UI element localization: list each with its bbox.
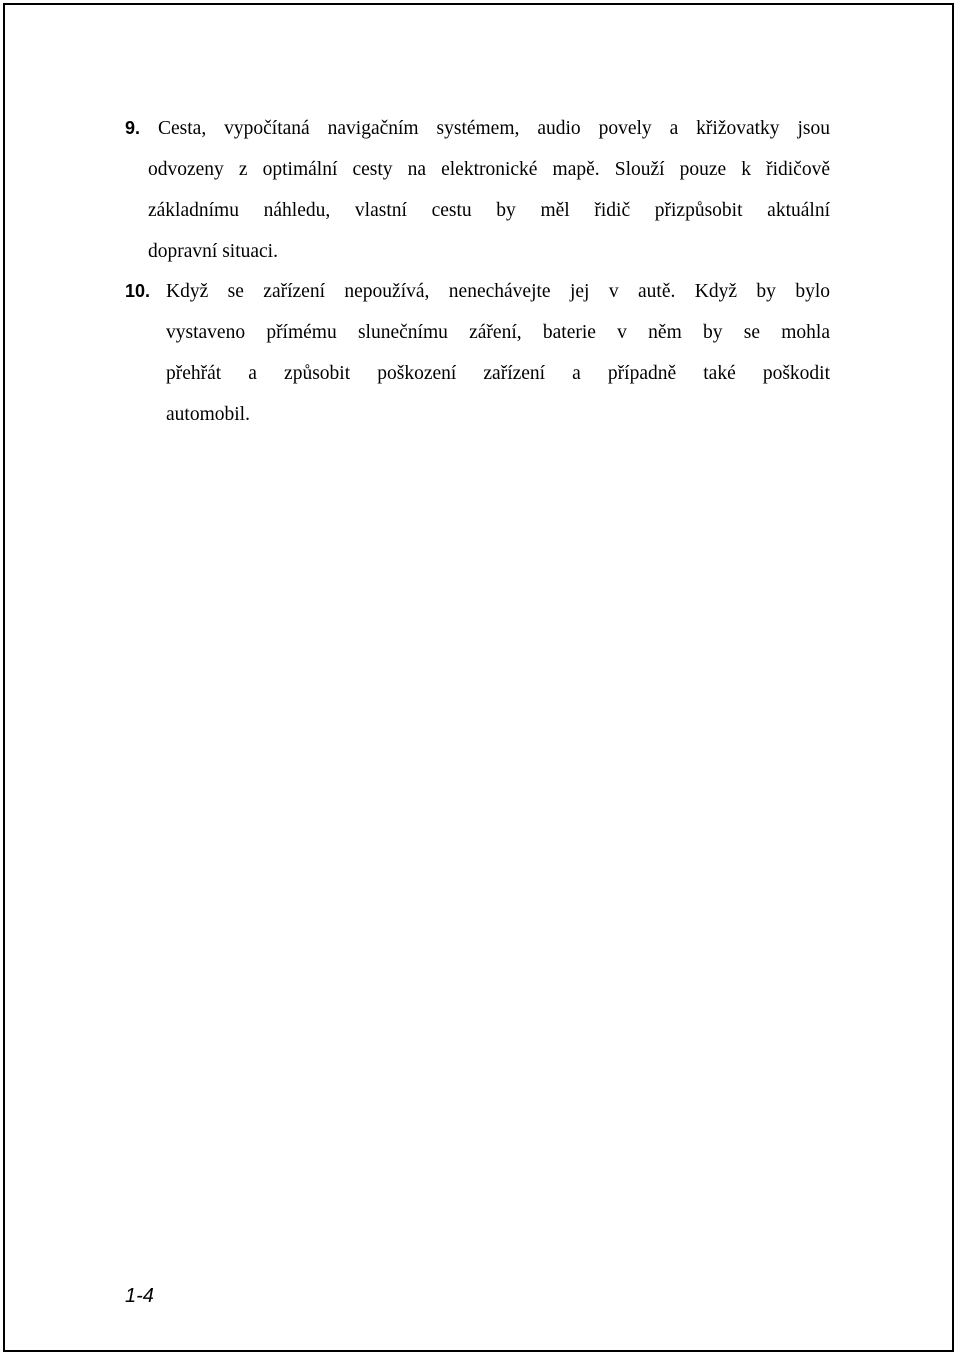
item-10-text-line-1: Když se zařízení nepoužívá, nenechávejte jej v autě. Když by bylo — [166, 281, 830, 302]
item-9-text-line-2: odvozeny z optimální cesty na elektronické mapě. Slouží pouze k řidičově — [148, 159, 830, 180]
item-9-number: 9. — [125, 118, 141, 138]
item-9-line-4 — [125, 231, 830, 272]
item-10-text-line-3: přehřát a způsobit poškození zařízení a případně také poškodit — [166, 363, 830, 384]
item-10-number: 10. — [125, 281, 151, 301]
item-9-line-1 — [125, 108, 830, 149]
item-10-text-line-4: automobil. — [166, 404, 250, 425]
item-9-text-line-1: Cesta, vypočítaná navigačním systémem, audio povely a křižovatky jsou — [158, 118, 830, 139]
item-10-line-3 — [125, 353, 830, 394]
page-number: 1-4 — [125, 1285, 154, 1307]
item-10-line-1 — [125, 271, 830, 312]
item-9-line-3 — [125, 190, 830, 231]
item-9-text-line-4: dopravní situaci. — [148, 241, 278, 262]
item-10-line-4 — [125, 394, 830, 435]
item-9-line-2 — [125, 149, 830, 190]
list-item-10 — [125, 271, 830, 435]
list-item-9 — [125, 108, 830, 272]
item-9-text-line-3: základnímu náhledu, vlastní cestu by měl řidič přizpůsobit aktuální — [148, 200, 830, 221]
item-10-line-2 — [125, 312, 830, 353]
item-10-text-line-2: vystaveno přímému slunečnímu záření, baterie v něm by se mohla — [166, 322, 830, 343]
